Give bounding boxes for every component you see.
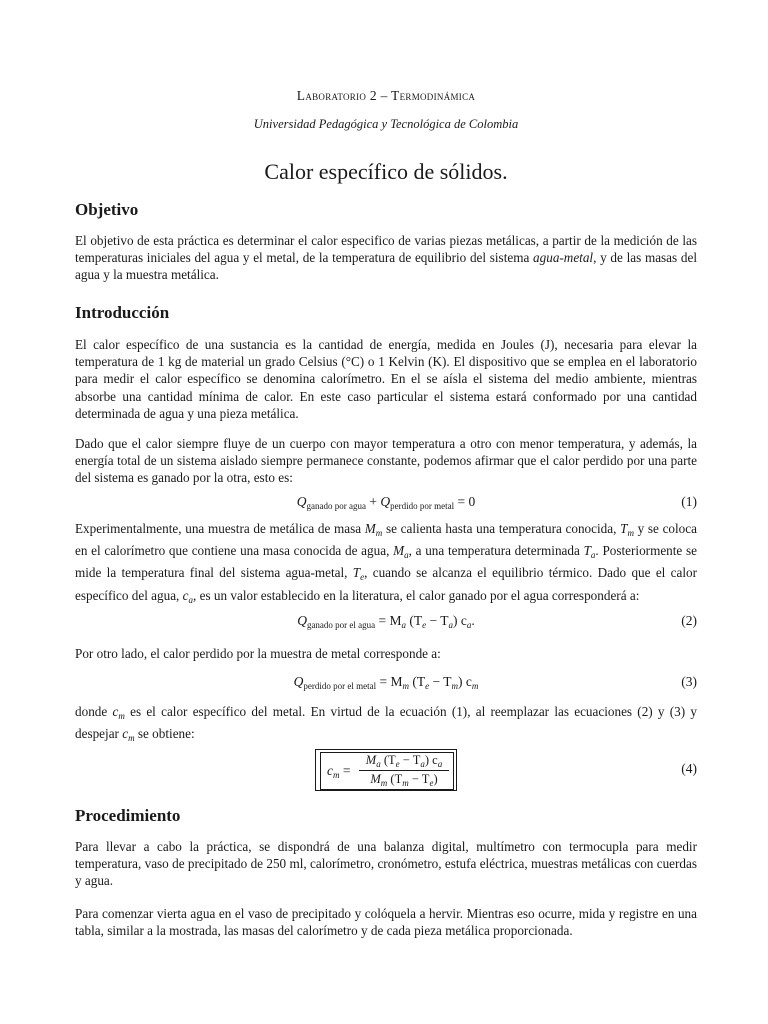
equation-3: $Q_{perdido por el metal} = M_m$ $(T_e - T_m)$ $c_m$ (3): [293, 674, 697, 691]
equation-4-number: [75, 761, 697, 783]
intro-paragraph-5: donde $c_m$ es el calor específico del metal. En virtud de la ecuación (1), al reemplazar las ecuaciones (2) y (3) y despejar $c_m$ se obtiene:: [75, 704, 697, 744]
university-name: Universidad Pedagógica y Tecnológica de Colombia: [253, 117, 519, 131]
procedimiento-paragraph-1: Para llevar a cabo la práctica, se dispondrá de una balanza digital, multímetro con termocupla para medir temperatura, vaso de precipitado de 250 ml, calorímetro, cronómetro, estufa eléctrica, muestras metálicas con cuerdas y agua.: [75, 839, 697, 889]
section-heading-introduccion: Introducción: [75, 303, 170, 322]
intro-paragraph-1: El calor específico de una sustancia es la cantidad de energía, medida en Joules (J), necesaria para elevar la temperatura de 1 kg de material un grado Celsius (°C) o 1 Kelvin (K). El dispositivo que se emplea en el laboratorio para medir el calor específico se denomina calorímetro. En el se aísla el sistema del medio ambiente, mientras absorbe una cantidad mínima de calor. En este caso particular el sistema estará conformado por una cantidad determinada de agua y una pieza metálica.: [75, 337, 697, 421]
fraction: $M_a$ $(T_e - T_a)$ $c_a$ $M_m$ $(T_m - T_e)$: [359, 753, 449, 788]
equation-number: (4): [681, 761, 697, 776]
lab-header: Laboratorio 2 – Termodinámica: [296, 88, 476, 103]
equation-number: (2): [681, 613, 697, 628]
equation-number: (3): [681, 674, 697, 689]
equation-4-box: $c_m$ = $M_a$ $(T_e - T_a)$ $c_a$ $M_m$ $(T_m - T_e)$: [315, 749, 457, 791]
procedimiento-paragraph-2: Para comenzar vierta agua en el vaso de precipitado y colóquela a hervir. Mientras eso ocurre, mida y registre en una tabla, similar a la mostrada, las masas del calorímetro y de cada pieza metálica proporcionada.: [75, 906, 697, 939]
equation-number: (1): [681, 494, 697, 509]
intro-paragraph-2: Dado que el calor siempre fluye de un cuerpo con mayor temperatura a otro con menor temperatura, y además, la energía total de un sistema aislado siempre permanece constante, podemos afirmar que el calor perdido por una parte del sistema es ganado por la otra, esto es:: [75, 436, 697, 486]
intro-paragraph-3: Experimentalmente, una muestra de metálica de masa $M_m$ se calienta hasta una temperatura conocida, $T_m$ y se coloca en el calorímetro que contiene una masa conocida de agua, $M_a$, a una temperatura determinada $T_a$. Posteriormente se mide la temperatura final del sistema agua-metal, $T_e$, cuando se alcanza el equilibrio térmico. Dado que el calor específico del agua, $c_a$, es un valor establecido en la literatura, el calor ganado por el agua corresponderá a:: [75, 521, 698, 605]
document-title: Calor específico de sólidos.: [264, 159, 508, 184]
equation-1: $Q_{ganado por agua} + Q_{perdido por metal} = 0$ (1): [296, 494, 697, 511]
section-heading-procedimiento: Procedimiento: [75, 806, 181, 825]
equation-2: $Q_{ganado por el agua} = M_a$ $(T_e - T_a)$ $c_a$. (2): [297, 613, 697, 630]
section-heading-objetivo: Objetivo: [75, 200, 139, 219]
objetivo-paragraph: El objetivo de esta práctica es determinar el calor especifico de varias piezas metálicas, a partir de la medición de las temperaturas iniciales del agua y el metal, de la temperatura de equilibrio del sistema agua-metal, y de las masas del agua y la muestra metálica.: [75, 233, 697, 283]
intro-paragraph-4: Por otro lado, el calor perdido por la muestra de metal corresponde a:: [75, 646, 441, 661]
